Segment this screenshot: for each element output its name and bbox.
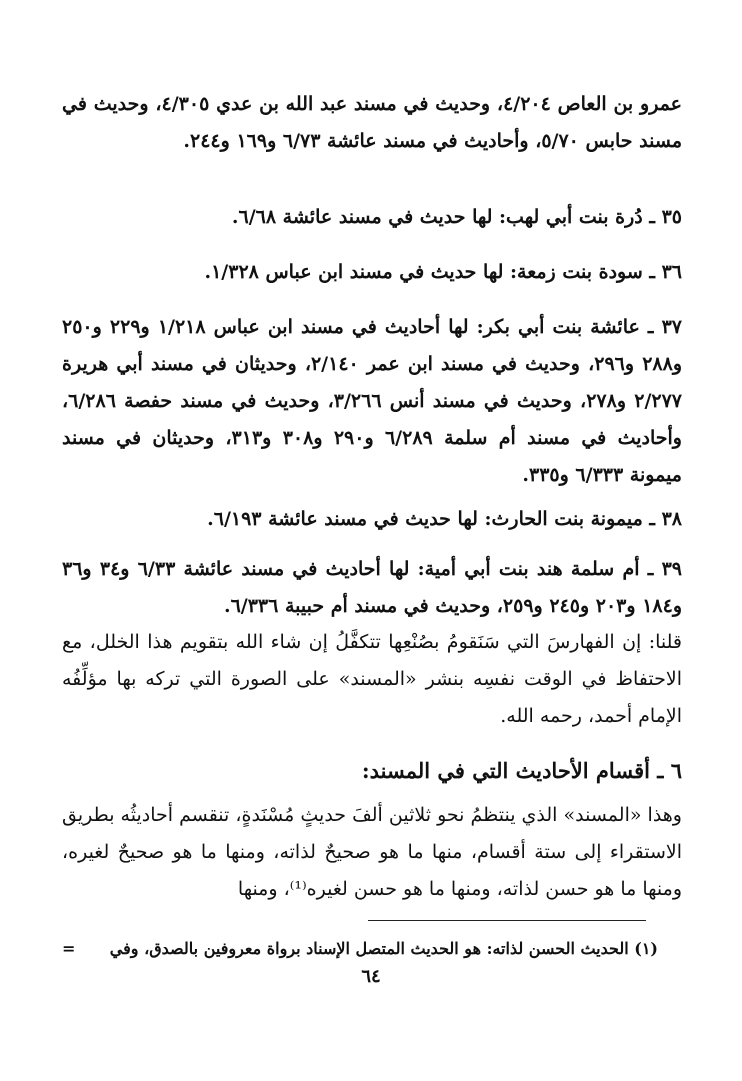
footnote-continuation-mark: = (62, 939, 76, 958)
paragraph-continuation: عمرو بن العاص ٤/٢٠٤، وحديث في مسند عبد الله بن عدي ٤/٣٠٥، وحديث في مسند حابس ٥/٧٠، وأحاديث في مسند عائشة ٦/٧٣ و١٦٩ و٢٤٤. (62, 93, 682, 152)
footnote-divider (368, 920, 646, 921)
remark-paragraph: قلنا: إن الفهارسَ التي سَنَقومُ بصُنْعِها تتكفَّلُ إن شاء الله بتقويم هذا الخلل، مع الاحتفاظ في الوقت نفسِه بنشر «المسند» على الصورة التي تركه بها مؤلِّفُه الإمام أحمد، رحمه الله. (62, 631, 682, 727)
entry-35: ٣٥ ـ دُرة بنت أبي لهب: لها حديث في مسند عائشة ٦/٦٨. (231, 206, 682, 228)
entry-39: ٣٩ ـ أم سلمة هند بنت أبي أمية: لها أحاديث في مسند عائشة ٦/٣٣ و٣٤ و٣٦ و١٨٤ و٢٠٣ و٢٤٥ و٢٥٩، وحديث في مسند أم حبيبة ٦/٣٣٦. (62, 558, 682, 617)
entry-37: ٣٧ ـ عائشة بنت أبي بكر: لها أحاديث في مسند ابن عباس ١/٢١٨ و٢٢٩ و٢٥٠ و٢٨٨ و٢٩٦، وحديث في مسند ابن عمر ٢/١٤٠، وحديثان في مسند أبي هريرة ٢/٢٧٧ و٢٧٨، وحديث في مسند أنس ٣/٢٦٦، وحديث في مسند حفصة ٦/٢٨٦، وأحاديث في مسند أم سلمة ٦/٢٨٩ و٢٩٠ و٣٠٨ و٣١٣، وحديثان في مسند ميمونة ٦/٣٣٣ و٣٣٥. (62, 316, 683, 486)
page-number: ٦٤ (361, 966, 381, 987)
entry-36: ٣٦ ـ سودة بنت زمعة: لها حديث في مسند ابن عباس ١/٣٢٨. (204, 261, 682, 283)
footnote: (١) الحديث الحسن لذاته: هو الحديث المتصل الإسناد برواة معروفين بالصدق، وفي (109, 939, 658, 958)
body-paragraph: وهذا «المسند» الذي ينتظمُ نحو ثلاثين ألفَ حديثٍ مُسْنَدةٍ، تنقسم أحاديثُه بطريق الاستقراء إلى ستة أقسام، منها ما هو صحيحٌ لذاته، ومنها ما هو صحيحٌ لغيره، ومنها ما هو حسن لذاته، ومنها ما هو حسن لغيره⁽¹⁾، ومنها (62, 804, 682, 900)
entry-38: ٣٨ ـ ميمونة بنت الحارث: لها حديث في مسند عائشة ٦/١٩٣. (207, 508, 682, 530)
section-heading: ٦ ـ أقسام الأحاديث التي في المسند: (361, 758, 682, 783)
